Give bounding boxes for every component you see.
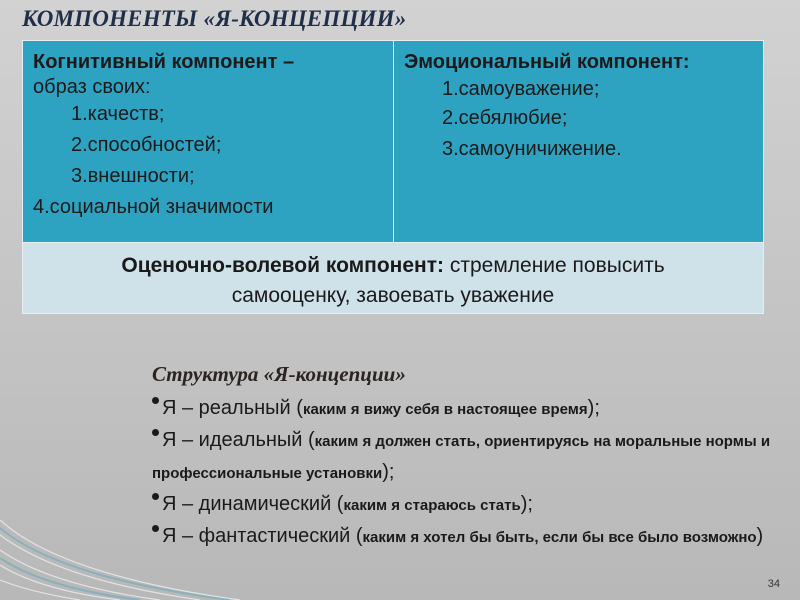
structure-item: Я – динамический (каким я стараюсь стать); <box>152 489 792 521</box>
page-number: 34 <box>767 578 780 590</box>
cognitive-sub: образ своих: <box>33 76 151 98</box>
structure-item: Я – фантастический (каким я хотел бы быть, если бы все было возможно) <box>152 521 792 553</box>
emotional-item: 2.себялюбие; <box>442 107 568 129</box>
cognitive-head: Когнитивный компонент – <box>33 51 295 73</box>
bullet-icon <box>152 525 159 532</box>
slide-title: КОМПОНЕНТЫ «Я-КОНЦЕПЦИИ» <box>22 6 407 31</box>
cognitive-cell <box>23 41 394 242</box>
structure-title: Структура «Я-концепции» <box>152 362 406 386</box>
bullet-icon <box>152 429 159 436</box>
structure-block <box>152 362 792 553</box>
structure-item: Я – реальный (каким я вижу себя в настоящее время); <box>152 393 792 425</box>
emotional-cell <box>394 41 763 242</box>
bullet-icon <box>152 493 159 500</box>
cognitive-item: 3.внешности; <box>71 165 195 187</box>
volitional-head: Оценочно-волевой компонент: <box>121 254 445 277</box>
cognitive-item: 2.способностей; <box>71 134 222 156</box>
volitional-line-1 <box>35 251 751 281</box>
emotional-head: Эмоциональный компонент: <box>404 51 690 73</box>
volitional-cell <box>23 242 763 313</box>
volitional-text-1: стремление повысить <box>444 254 665 277</box>
cognitive-item: 4.социальной значимости <box>33 196 274 218</box>
volitional-text-2: самооценку, завоевать уважение <box>231 284 555 307</box>
components-table <box>22 40 764 314</box>
bullet-icon <box>152 397 159 404</box>
cognitive-item: 1.качеств; <box>71 103 165 125</box>
emotional-item: 3.самоуничижение. <box>442 138 622 160</box>
emotional-item: 1.самоуважение; <box>442 78 600 100</box>
structure-item: Я – идеальный (каким я должен стать, ориентируясь на моральные нормы и профессиональные установки); <box>152 429 771 483</box>
